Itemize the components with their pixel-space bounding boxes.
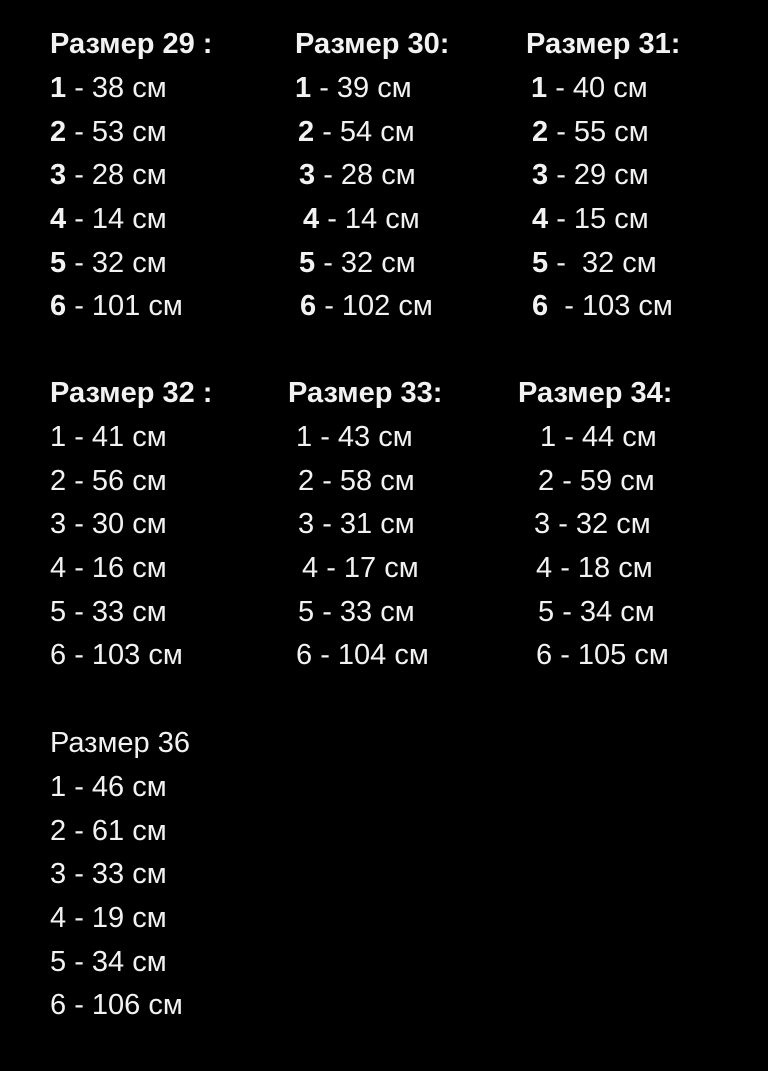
size-30-row-6: 6 - 102 см	[300, 290, 433, 322]
size-34-title: Размер 34:	[518, 377, 673, 409]
size-33-row-2: 2 - 58 см	[298, 465, 415, 497]
size-33-row-3: 3 - 31 см	[298, 508, 415, 540]
size-31-row-2: 2 - 55 см	[532, 116, 649, 148]
size-31-row-5: 5 - 32 см	[532, 247, 657, 279]
size-33-row-5: 5 - 33 см	[298, 596, 415, 628]
size-34-row-5: 5 - 34 см	[538, 596, 655, 628]
size-32-title: Размер 32 :	[50, 377, 213, 409]
size-33-title: Размер 33:	[288, 377, 443, 409]
size-36-row-2: 2 - 61 см	[50, 815, 167, 847]
size-32-row-1: 1 - 41 см	[50, 421, 167, 453]
size-31-row-3: 3 - 29 см	[532, 159, 649, 191]
size-34-row-1: 1 - 44 см	[540, 421, 657, 453]
size-31-row-1: 1 - 40 см	[531, 72, 648, 104]
size-31-title: Размер 31:	[526, 28, 681, 60]
size-34-row-2: 2 - 59 см	[538, 465, 655, 497]
size-30-row-5: 5 - 32 см	[299, 247, 416, 279]
size-29-row-4: 4 - 14 см	[50, 203, 167, 235]
size-29-row-3: 3 - 28 см	[50, 159, 167, 191]
size-33-row-4: 4 - 17 см	[302, 552, 419, 584]
size-29-row-5: 5 - 32 см	[50, 247, 167, 279]
size-36-row-5: 5 - 34 см	[50, 946, 167, 978]
size-32-row-5: 5 - 33 см	[50, 596, 167, 628]
size-30-row-4: 4 - 14 см	[303, 203, 420, 235]
size-29-title: Размер 29 :	[50, 28, 213, 60]
size-30-row-3: 3 - 28 см	[299, 159, 416, 191]
size-29-row-6: 6 - 101 см	[50, 290, 183, 322]
size-29-row-1: 1 - 38 см	[50, 72, 167, 104]
size-33-row-6: 6 - 104 см	[296, 639, 429, 671]
size-30-title: Размер 30:	[295, 28, 450, 60]
size-34-row-6: 6 - 105 см	[536, 639, 669, 671]
size-36-row-6: 6 - 106 см	[50, 989, 183, 1021]
size-31-row-4: 4 - 15 см	[532, 203, 649, 235]
size-36-row-3: 3 - 33 см	[50, 858, 167, 890]
size-30-row-1: 1 - 39 см	[295, 72, 412, 104]
size-32-row-6: 6 - 103 см	[50, 639, 183, 671]
size-32-row-3: 3 - 30 см	[50, 508, 167, 540]
size-33-row-1: 1 - 43 см	[296, 421, 413, 453]
size-31-row-6: 6 - 103 см	[532, 290, 673, 322]
size-36-row-4: 4 - 19 см	[50, 902, 167, 934]
size-34-row-4: 4 - 18 см	[536, 552, 653, 584]
size-34-row-3: 3 - 32 см	[534, 508, 651, 540]
size-32-row-4: 4 - 16 см	[50, 552, 167, 584]
size-36-title: Размер 36	[50, 727, 190, 759]
size-36-row-1: 1 - 46 см	[50, 771, 167, 803]
size-32-row-2: 2 - 56 см	[50, 465, 167, 497]
size-29-row-2: 2 - 53 см	[50, 116, 167, 148]
size-30-row-2: 2 - 54 см	[298, 116, 415, 148]
